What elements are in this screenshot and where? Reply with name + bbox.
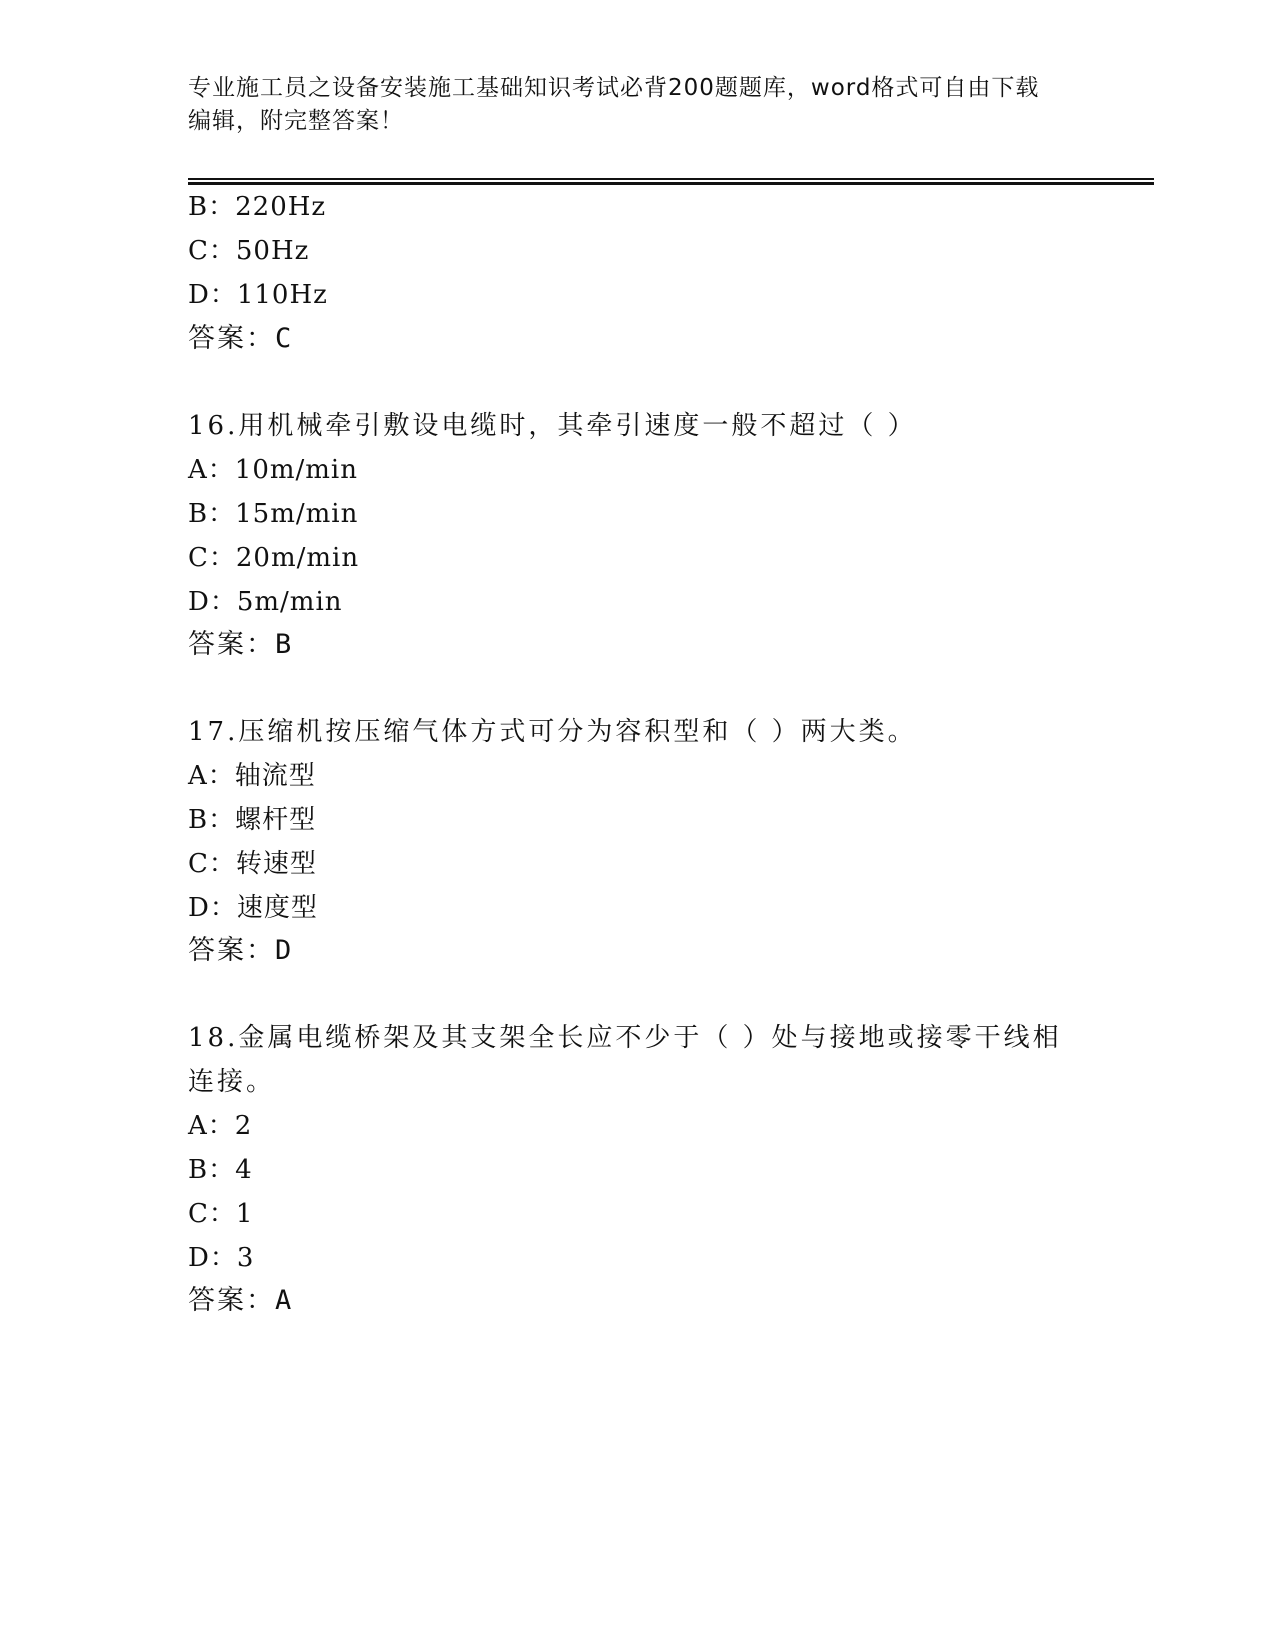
prev-option-d: D：110Hz	[188, 280, 328, 310]
prev-option-c: C：50Hz	[188, 236, 310, 266]
question-16-option-a: A：10m/min	[188, 455, 358, 485]
answer-value: C	[275, 323, 294, 354]
question-16-option-b: B：15m/min	[188, 499, 359, 529]
question-17-option-d: D：速度型	[188, 893, 318, 923]
question-18-option-d: D：3	[188, 1243, 255, 1273]
answer-label: 答案：	[188, 1285, 275, 1316]
question-17-option-a: A：轴流型	[188, 761, 316, 791]
question-18-text-line2: 连接。	[188, 1067, 276, 1097]
header-divider-thin	[188, 178, 1154, 180]
question-18-option-c: C：1	[188, 1199, 254, 1229]
document-header	[188, 72, 1068, 138]
question-17-option-b: B：螺杆型	[188, 805, 317, 835]
question-17-option-c: C：转速型	[188, 849, 317, 879]
prev-answer	[188, 323, 293, 355]
prev-option-b: B：220Hz	[188, 192, 327, 222]
question-16-text: 16.用机械牵引敷设电缆时，其牵引速度一般不超过（ ）	[188, 411, 917, 441]
question-18-text-line1: 18.金属电缆桥架及其支架全长应不少于（ ）处与接地或接零干线相	[188, 1023, 1062, 1053]
question-17-text: 17.压缩机按压缩气体方式可分为容积型和（ ）两大类。	[188, 717, 917, 747]
question-18-answer	[188, 1285, 293, 1317]
answer-label: 答案：	[188, 323, 275, 354]
question-18-option-b: B：4	[188, 1155, 253, 1185]
question-18-option-a: A：2	[188, 1111, 253, 1141]
header-divider-thick	[188, 182, 1154, 185]
answer-value: A	[275, 1285, 294, 1316]
question-16-option-c: C：20m/min	[188, 543, 360, 573]
header-title-line1: 专业施工员之设备安装施工基础知识考试必背200题题库，word格式可自由下载	[188, 75, 1040, 101]
header-title-line2: 编辑，附完整答案！	[188, 108, 404, 134]
answer-label: 答案：	[188, 629, 275, 660]
answer-value: B	[275, 629, 294, 660]
answer-value: D	[275, 935, 294, 966]
answer-label: 答案：	[188, 935, 275, 966]
question-16-answer	[188, 629, 293, 661]
question-17-answer	[188, 935, 293, 967]
question-16-option-d: D：5m/min	[188, 587, 343, 617]
